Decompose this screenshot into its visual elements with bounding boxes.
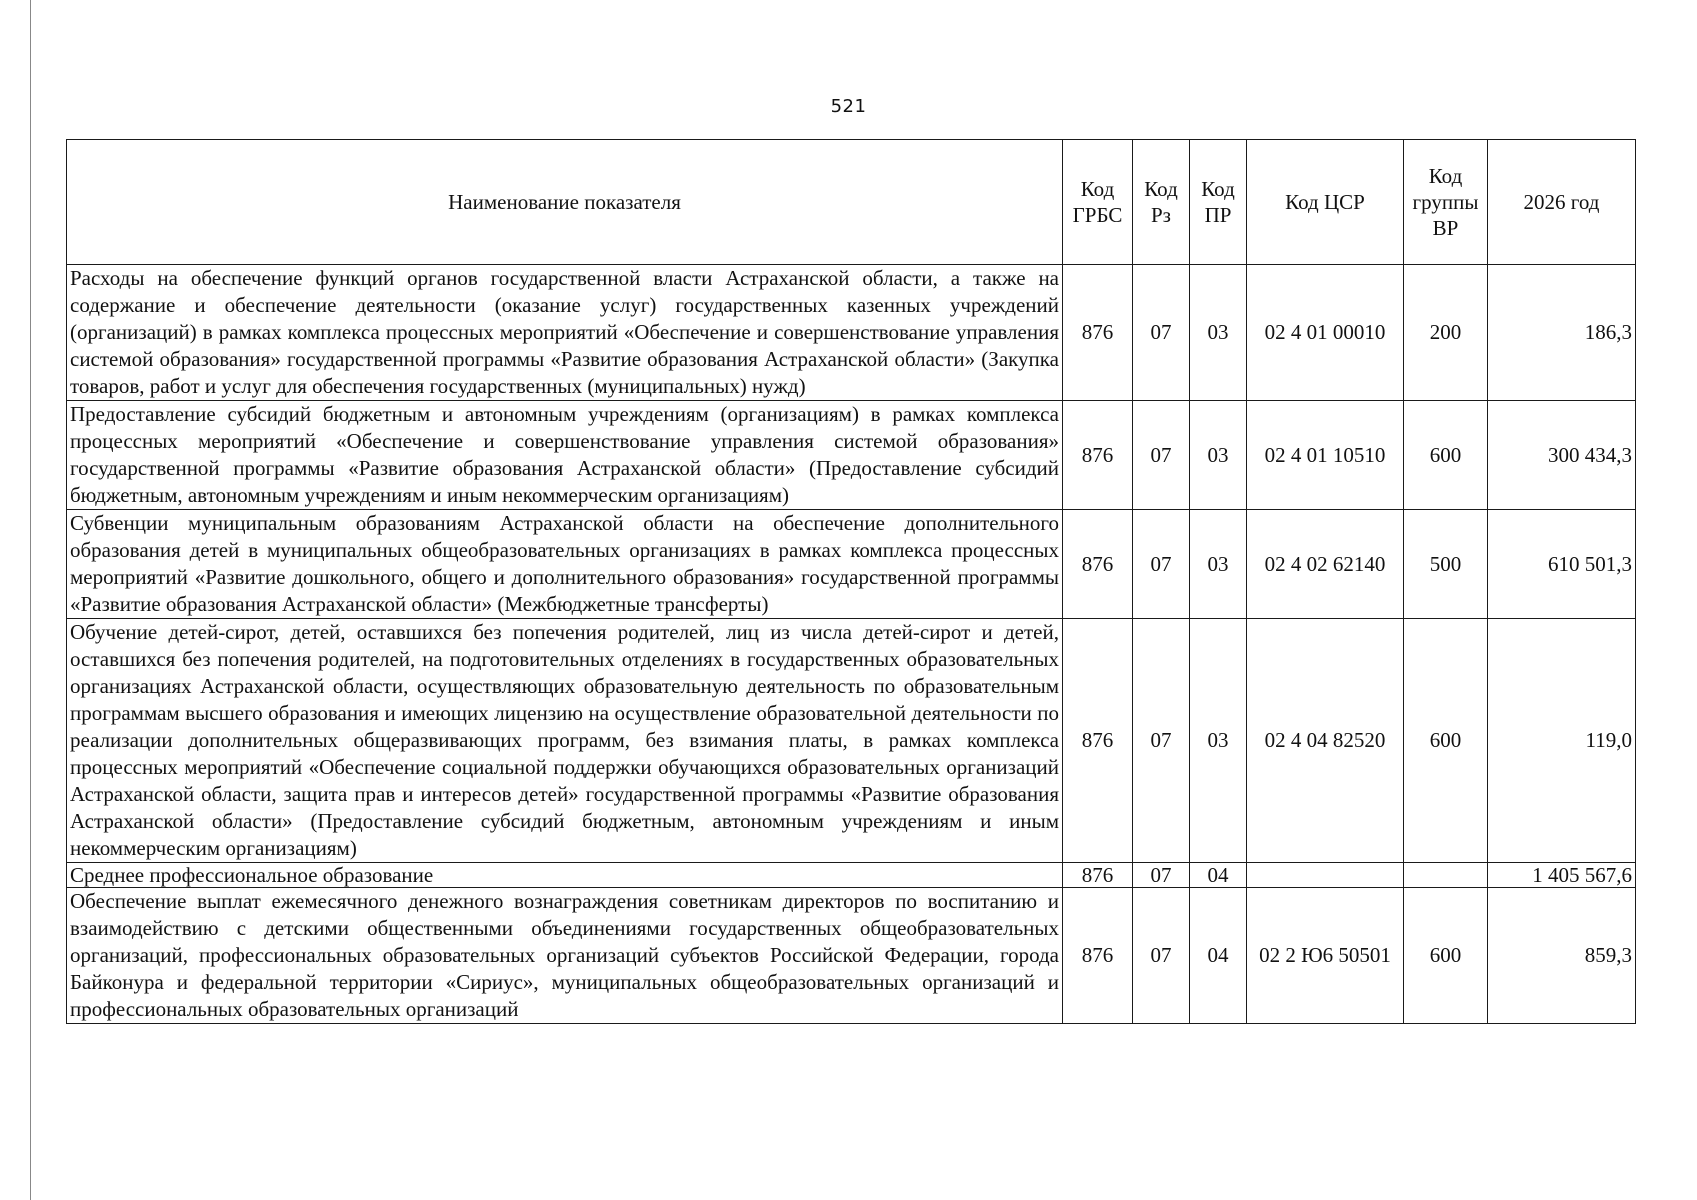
table-row	[67, 510, 1636, 619]
row-grbs: 876	[1063, 619, 1133, 863]
row-vr: 500	[1404, 510, 1488, 619]
row-rz: 07	[1133, 401, 1190, 510]
row-amount: 119,0	[1488, 619, 1636, 863]
row-grbs: 876	[1063, 510, 1133, 619]
budget-table-container	[66, 139, 1635, 1024]
row-grbs: 876	[1063, 265, 1133, 401]
table-row-section	[67, 863, 1636, 888]
row-vr: 600	[1404, 888, 1488, 1024]
row-amount: 186,3	[1488, 265, 1636, 401]
header-rz: Код Рз	[1133, 140, 1190, 265]
row-vr: 600	[1404, 619, 1488, 863]
row-rz: 07	[1133, 863, 1190, 888]
header-grbs: Код ГРБС	[1063, 140, 1133, 265]
row-amount: 1 405 567,6	[1488, 863, 1636, 888]
row-pr: 04	[1190, 888, 1247, 1024]
row-pr: 03	[1190, 510, 1247, 619]
row-csr: 02 4 01 10510	[1247, 401, 1404, 510]
page-number: 521	[830, 96, 867, 117]
table-row	[67, 401, 1636, 510]
row-rz: 07	[1133, 510, 1190, 619]
table-row	[67, 265, 1636, 401]
row-name: Предоставление субсидий бюджетным и автономным учреждениям (организациям) в рамках комплекса процессных мероприятий «Обеспечение и совершенствование управления системой образования» государственной программы «Развитие образования Астраханской области» (Предоставление субсидий бюджетным, автономным учреждениям и иным некоммерческим организациям)	[67, 401, 1063, 510]
row-name: Субвенции муниципальным образованиям Астраханской области на обеспечение дополнительного образования детей в муниципальных общеобразовательных организациях в рамках комплекса процессных мероприятий «Развитие дошкольного, общего и дополнительного образования» государственной программы «Развитие образования Астраханской области» (Межбюджетные трансферты)	[67, 510, 1063, 619]
row-csr: 02 4 01 00010	[1247, 265, 1404, 401]
header-pr: Код ПР	[1190, 140, 1247, 265]
table-header-row	[67, 140, 1636, 265]
row-grbs: 876	[1063, 888, 1133, 1024]
row-rz: 07	[1133, 619, 1190, 863]
header-name: Наименование показателя	[67, 140, 1063, 265]
table-row	[67, 619, 1636, 863]
row-vr	[1404, 863, 1488, 888]
row-name: Обучение детей-сирот, детей, оставшихся без попечения родителей, лиц из числа детей-сирот и детей, оставшихся без попечения родителей, на подготовительных отделениях в государственных образовательных организациях Астраханской области, осуществляющих образовательную деятельность по образовательным программам высшего образования и имеющих лицензию на осуществление образовательной деятельности по реализации дополнительных общеразвивающих программ, без взимания платы, в рамках комплекса процессных мероприятий «Обеспечение социальной поддержки обучающихся образовательных организаций Астраханской области, защита прав и интересов детей» государственной программы «Развитие образования Астраханской области» (Предоставление субсидий бюджетным, автономным учреждениям и иным некоммерческим организациям)	[67, 619, 1063, 863]
row-grbs: 876	[1063, 401, 1133, 510]
row-rz: 07	[1133, 265, 1190, 401]
row-vr: 600	[1404, 401, 1488, 510]
budget-table	[66, 139, 1636, 1024]
row-amount: 859,3	[1488, 888, 1636, 1024]
header-year: 2026 год	[1488, 140, 1636, 265]
header-csr: Код ЦСР	[1247, 140, 1404, 265]
row-grbs: 876	[1063, 863, 1133, 888]
row-rz: 07	[1133, 888, 1190, 1024]
row-pr: 03	[1190, 265, 1247, 401]
row-name: Среднее профессиональное образование	[67, 863, 1063, 888]
row-amount: 300 434,3	[1488, 401, 1636, 510]
table-row	[67, 888, 1636, 1024]
row-pr: 03	[1190, 619, 1247, 863]
row-pr: 03	[1190, 401, 1247, 510]
row-pr: 04	[1190, 863, 1247, 888]
row-csr: 02 4 02 62140	[1247, 510, 1404, 619]
row-name: Обеспечение выплат ежемесячного денежного вознаграждения советникам директоров по воспитанию и взаимодействию с детскими общественными объединениями государственных общеобразовательных организаций, профессиональных образовательных организаций субъектов Российской Федерации, города Байконура и федеральной территории «Сириус», муниципальных общеобразовательных организаций и профессиональных образовательных организаций	[67, 888, 1063, 1024]
row-csr: 02 4 04 82520	[1247, 619, 1404, 863]
header-vr: Код группы ВР	[1404, 140, 1488, 265]
page-margin-line	[30, 0, 31, 1200]
row-vr: 200	[1404, 265, 1488, 401]
row-name: Расходы на обеспечение функций органов государственной власти Астраханской области, а также на содержание и обеспечение деятельности (оказание услуг) государственных казенных учреждений (организаций) в рамках комплекса процессных мероприятий «Обеспечение и совершенствование управления системой образования» государственной программы «Развитие образования Астраханской области» (Закупка товаров, работ и услуг для обеспечения государственных (муниципальных) нужд)	[67, 265, 1063, 401]
row-csr: 02 2 Ю6 50501	[1247, 888, 1404, 1024]
row-amount: 610 501,3	[1488, 510, 1636, 619]
row-csr	[1247, 863, 1404, 888]
